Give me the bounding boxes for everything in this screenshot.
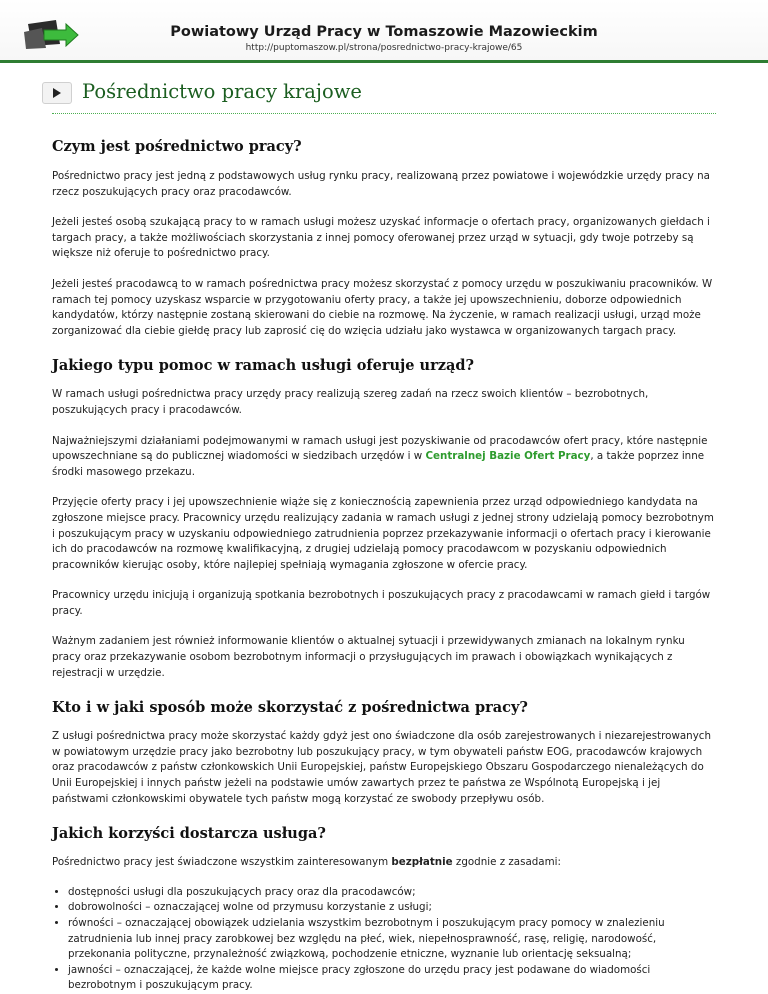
main-content	[0, 138, 768, 994]
list-item: • dostępności usługi dla poszukujących pracy oraz dla pracodawców;	[68, 885, 716, 901]
list-item: • jawności – oznaczającej, że każde wolne miejsce pracy zgłoszone do urzędu pracy jest podawane do wiadomości bezrobotnym i poszukującym pracy.	[68, 963, 716, 994]
list-item: • dobrowolności – oznaczającej wolne od przymusu korzystanie z usługi;	[68, 900, 716, 916]
paragraph: Z usługi pośrednictwa pracy może skorzystać każdy gdyż jest ono świadczone dla osób zarejestrowanych i niezarejestrowanych w powiatowym urzędzie pracy jako bezrobotny lub poszukujący pracy, w tym obywateli państw EOG, pracodawców krajowych oraz pracodawców z państw członkowskich Unii Europejskiej, państw Europejskiego Obszaru Gospodarczego nienależących do Unii Europejskiej i innych państw jeżeli na podstawie umów zawartych przez te państwa ze Wspólnotą Europejską i jej państwami członkowskimi obywatele tych państw mogą korzystać ze swobody przepływu osób.	[52, 730, 711, 805]
title-marker	[42, 82, 72, 104]
paragraph: Jeżeli jesteś osobą szukającą pracy to w ramach usługi możesz uzyskać informacje o ofertach pracy, organizowanych giełdach i targach pracy, a także możliwościach skorzystania z innej pomocy oferowanej przez urząd w sytuacji, gdy twoje potrzeby są większe niż oferuje to pośrednictwo pracy.	[52, 216, 710, 260]
paragraph: Przyjęcie oferty pracy i jej upowszechnienie wiąże się z koniecznością zapewnienia przez urząd odpowiedniego kandydata na zgłoszone miejsce pracy. Pracownicy urzędu realizujący zadania w ramach usługi z jednej strony udzielają pomocy bezrobotnym i poszukującym pracy w uzyskaniu odpowiedniego zatrudnienia poprzez przekazywanie informacji o ofertach pracy i kierowanie ich do pracodawców na rozmowę kwalifikacyjną, z drugiej udzielają pomocy pracodawcom w pozyskaniu odpowiednich pracowników kierując osoby, które najlepiej spełniają wymagania zgłoszone w ofercie pracy.	[52, 496, 714, 571]
arrow-right-icon	[43, 83, 71, 103]
section-heading: Jakiego typu pomoc w ramach usługi oferuje urząd?	[52, 357, 474, 375]
paragraph-text: Pośrednictwo pracy jest świadczone wszystkim zainteresowanym	[52, 856, 392, 869]
paragraph: Jeżeli jesteś pracodawcą to w ramach pośrednictwa pracy możesz skorzystać z pomocy urzędu w poszukiwaniu pracowników. W ramach tej pomocy uzyskasz wsparcie w przygotowaniu oferty pracy, a także jej upowszechnieniu, doborze odpowiednich kandydatów, którzy następnie zostaną skierowani do ciebie na rozmowę. Na życzenie, w ramach realizacji usługi, urząd może zorganizować dla ciebie giełdę pracy lub zaprosić cię do wzięcia udziału jako wystawca w organizowanych targach pracy.	[52, 277, 713, 337]
paragraph: Pracownicy urzędu inicjują i organizują spotkania bezrobotnych i poszukujących pracy z pracodawcami w ramach giełd i targów pracy.	[52, 589, 711, 617]
paragraph-text: zgodnie z zasadami:	[452, 856, 561, 869]
paragraph-text: , a także poprzez inne środki masowego przekazu.	[52, 450, 705, 478]
principles-list	[52, 885, 716, 994]
site-header	[0, 0, 768, 63]
section-heading: Kto i w jaki sposób może skorzystać z pośrednictwa pracy?	[52, 699, 528, 717]
site-title: Powiatowy Urząd Pracy w Tomaszowie Mazowieckim	[170, 24, 598, 40]
emphasis-text: bezpłatnie	[391, 856, 453, 869]
page-title: Pośrednictwo pracy krajowe	[82, 80, 362, 103]
paragraph	[52, 855, 716, 871]
paragraph: W ramach usługi pośrednictwa pracy urzędy pracy realizują szereg zadań na rzecz swoich klientów – bezrobotnych, poszukujących pracy i pracodawców.	[52, 388, 649, 416]
central-job-offers-link[interactable]: Centralnej Bazie Ofert Pracy	[425, 450, 591, 463]
paragraph-text: Najważniejszymi działaniami podejmowanymi w ramach usługi jest pozyskiwanie od pracodawców ofert pracy, które następnie upowszechniane są do publicznej wiadomości w siedzibach urzędów i w	[52, 434, 708, 463]
paragraph	[52, 434, 716, 481]
paragraph: Ważnym zadaniem jest również informowanie klientów o aktualnej sytuacji i przewidywanych zmianach na lokalnym rynku pracy oraz przekazywanie osobom bezrobotnym informacji o przysługujących im prawach i obowiązkach wynikających z rejestracji w urzędzie.	[52, 635, 685, 679]
paragraph: Pośrednictwo pracy jest jedną z podstawowych usług rynku pracy, realizowaną przez powiatowe i wojewódzkie urzędy pracy na rzecz poszukujących pracy oraz pracodawców.	[52, 170, 710, 198]
page-url: http://puptomaszow.pl/strona/posrednictwo-pracy-krajowe/65	[245, 43, 523, 53]
section-heading: Czym jest pośrednictwo pracy?	[52, 138, 302, 155]
section-heading: Jakich korzyści dostarcza usługa?	[52, 825, 326, 843]
page-title-row	[52, 63, 716, 114]
list-item: • równości – oznaczającej obowiązek udzielania wszystkim bezrobotnym i poszukującym pracy pomocy w znalezieniu zatrudnienia lub innej pracy zarobkowej bez względu na płeć, wiek, niepełnosprawność, rasę, religię, narodowość, przekonania polityczne, przynależność związkową, pochodzenie etniczne, wyznanie lub orientację seksualną;	[68, 916, 716, 963]
